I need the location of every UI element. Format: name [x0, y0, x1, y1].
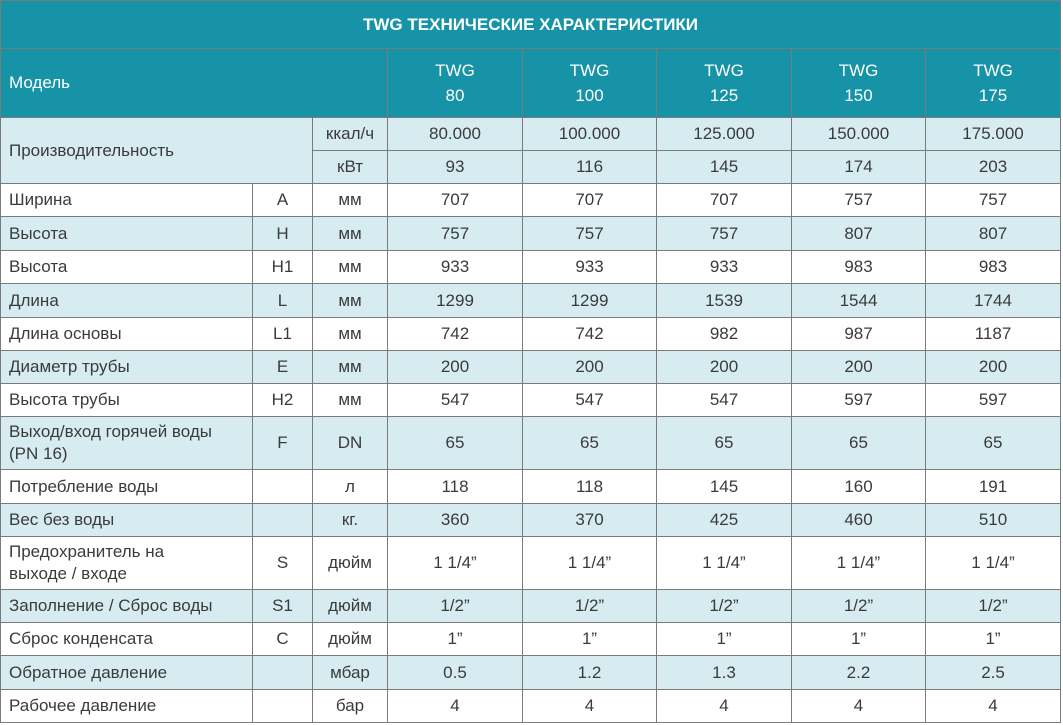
row-symbol: C: [253, 623, 313, 656]
value-cell: 200: [926, 351, 1061, 384]
value-cell: 118: [388, 470, 523, 504]
value-cell: 93: [388, 151, 523, 184]
row-unit: DN: [313, 417, 388, 470]
row-name: Длина: [1, 284, 253, 318]
value-cell: 1/2”: [792, 590, 926, 623]
value-cell: 757: [388, 217, 523, 251]
table-row: [1, 590, 1061, 623]
value-cell: 360: [388, 504, 523, 537]
value-cell: 2.5: [926, 656, 1061, 690]
value-cell: 757: [926, 184, 1061, 217]
value-cell: 982: [657, 318, 792, 351]
row-unit: дюйм: [313, 623, 388, 656]
value-cell: 1 1/4”: [388, 537, 523, 590]
value-cell: 4: [792, 690, 926, 723]
row-name: Длина основы: [1, 318, 253, 351]
row-unit: мм: [313, 384, 388, 417]
table-row: [1, 318, 1061, 351]
row-symbol: H1: [253, 251, 313, 284]
value-cell: 1744: [926, 284, 1061, 318]
value-cell: 65: [792, 417, 926, 470]
value-cell: 116: [523, 151, 657, 184]
row-symbol: H2: [253, 384, 313, 417]
value-cell: 933: [657, 251, 792, 284]
row-name-line: (PN 16): [9, 444, 68, 463]
value-cell: 1”: [926, 623, 1061, 656]
row-unit: мм: [313, 284, 388, 318]
table-row: [1, 184, 1061, 217]
model-header: TWG 100: [523, 49, 657, 118]
row-symbol: [253, 504, 313, 537]
value-cell: 200: [657, 351, 792, 384]
row-unit: мм: [313, 184, 388, 217]
row-name: Рабочее давление: [1, 690, 253, 723]
row-symbol: H: [253, 217, 313, 251]
value-cell: 2.2: [792, 656, 926, 690]
value-cell: 933: [523, 251, 657, 284]
value-cell: 1”: [523, 623, 657, 656]
value-cell: 125.000: [657, 118, 792, 151]
table-row: [1, 690, 1061, 723]
row-name: Потребление воды: [1, 470, 253, 504]
value-cell: 983: [792, 251, 926, 284]
row-name: Ширина: [1, 184, 253, 217]
value-cell: 597: [926, 384, 1061, 417]
value-cell: 757: [657, 217, 792, 251]
value-cell: 1299: [523, 284, 657, 318]
value-cell: 65: [388, 417, 523, 470]
row-unit: бар: [313, 690, 388, 723]
row-unit: мм: [313, 217, 388, 251]
value-cell: 707: [657, 184, 792, 217]
table-row: [1, 656, 1061, 690]
value-cell: 80.000: [388, 118, 523, 151]
value-cell: 118: [523, 470, 657, 504]
row-name: [1, 537, 253, 590]
value-cell: 1 1/4”: [657, 537, 792, 590]
value-cell: 933: [388, 251, 523, 284]
value-cell: 807: [792, 217, 926, 251]
value-cell: 807: [926, 217, 1061, 251]
row-symbol: L: [253, 284, 313, 318]
value-cell: 1/2”: [657, 590, 792, 623]
value-cell: 742: [388, 318, 523, 351]
row-name: Высота трубы: [1, 384, 253, 417]
row-unit: мм: [313, 351, 388, 384]
value-cell: 370: [523, 504, 657, 537]
table-row: [1, 537, 1061, 590]
value-cell: 425: [657, 504, 792, 537]
row-symbol: A: [253, 184, 313, 217]
value-cell: 65: [926, 417, 1061, 470]
value-cell: 547: [523, 384, 657, 417]
value-cell: 1/2”: [523, 590, 657, 623]
row-name: Обратное давление: [1, 656, 253, 690]
value-cell: 1.2: [523, 656, 657, 690]
row-unit: л: [313, 470, 388, 504]
table-row: [1, 470, 1061, 504]
value-cell: 1 1/4”: [523, 537, 657, 590]
value-cell: 742: [523, 318, 657, 351]
header-row: [1, 49, 1061, 118]
value-cell: 175.000: [926, 118, 1061, 151]
value-cell: 174: [792, 151, 926, 184]
value-cell: 200: [792, 351, 926, 384]
value-cell: 100.000: [523, 118, 657, 151]
table-row: [1, 118, 1061, 151]
row-symbol: [253, 656, 313, 690]
value-cell: 1.3: [657, 656, 792, 690]
row-name: Производительность: [1, 118, 313, 184]
value-cell: 1 1/4”: [792, 537, 926, 590]
row-name: [1, 417, 253, 470]
table-row: [1, 284, 1061, 318]
model-header: TWG 150: [792, 49, 926, 118]
value-cell: 65: [523, 417, 657, 470]
value-cell: 1187: [926, 318, 1061, 351]
value-cell: 1539: [657, 284, 792, 318]
value-cell: 4: [388, 690, 523, 723]
value-cell: 4: [523, 690, 657, 723]
table-row: [1, 217, 1061, 251]
row-symbol: L1: [253, 318, 313, 351]
value-cell: 707: [523, 184, 657, 217]
value-cell: 460: [792, 504, 926, 537]
value-cell: 1/2”: [926, 590, 1061, 623]
value-cell: 200: [523, 351, 657, 384]
value-cell: 145: [657, 470, 792, 504]
row-unit: мм: [313, 318, 388, 351]
value-cell: 1”: [388, 623, 523, 656]
row-unit: ккал/ч: [313, 118, 388, 151]
value-cell: 203: [926, 151, 1061, 184]
model-header: TWG 80: [388, 49, 523, 118]
row-name: Высота: [1, 217, 253, 251]
value-cell: 150.000: [792, 118, 926, 151]
row-name-line: Выход/вход горячей воды: [9, 422, 212, 441]
row-symbol: F: [253, 417, 313, 470]
row-symbol: [253, 690, 313, 723]
table-row: [1, 504, 1061, 537]
value-cell: 757: [792, 184, 926, 217]
row-unit: кг.: [313, 504, 388, 537]
value-cell: 200: [388, 351, 523, 384]
value-cell: 191: [926, 470, 1061, 504]
value-cell: 597: [792, 384, 926, 417]
row-name: Высота: [1, 251, 253, 284]
row-name-line: Предохранитель на: [9, 542, 165, 561]
title-row: [1, 1, 1061, 49]
value-cell: 145: [657, 151, 792, 184]
value-cell: 160: [792, 470, 926, 504]
table-row: [1, 417, 1061, 470]
table-row: [1, 623, 1061, 656]
row-unit: кВт: [313, 151, 388, 184]
row-symbol: [253, 470, 313, 504]
value-cell: 1 1/4”: [926, 537, 1061, 590]
value-cell: 987: [792, 318, 926, 351]
row-unit: дюйм: [313, 537, 388, 590]
row-name: Диаметр трубы: [1, 351, 253, 384]
row-name: Заполнение / Сброс воды: [1, 590, 253, 623]
value-cell: 547: [657, 384, 792, 417]
row-symbol: S1: [253, 590, 313, 623]
row-name-line: выходе / входе: [9, 564, 127, 583]
value-cell: 1”: [792, 623, 926, 656]
row-unit: мм: [313, 251, 388, 284]
row-symbol: E: [253, 351, 313, 384]
table-row: [1, 251, 1061, 284]
value-cell: 1544: [792, 284, 926, 318]
model-header: TWG 175: [926, 49, 1061, 118]
value-cell: 983: [926, 251, 1061, 284]
value-cell: 4: [926, 690, 1061, 723]
row-symbol: S: [253, 537, 313, 590]
table-title: TWG ТЕХНИЧЕСКИЕ ХАРАКТЕРИСТИКИ: [1, 1, 1061, 49]
value-cell: 1299: [388, 284, 523, 318]
row-unit: мбар: [313, 656, 388, 690]
table-row: [1, 351, 1061, 384]
value-cell: 4: [657, 690, 792, 723]
value-cell: 757: [523, 217, 657, 251]
value-cell: 547: [388, 384, 523, 417]
row-name: Вес без воды: [1, 504, 253, 537]
row-name: Сброс конденсата: [1, 623, 253, 656]
value-cell: 65: [657, 417, 792, 470]
table-row: [1, 384, 1061, 417]
model-header: TWG 125: [657, 49, 792, 118]
value-cell: 707: [388, 184, 523, 217]
value-cell: 0.5: [388, 656, 523, 690]
row-unit: дюйм: [313, 590, 388, 623]
model-label: Модель: [1, 49, 388, 118]
value-cell: 1”: [657, 623, 792, 656]
value-cell: 1/2”: [388, 590, 523, 623]
value-cell: 510: [926, 504, 1061, 537]
